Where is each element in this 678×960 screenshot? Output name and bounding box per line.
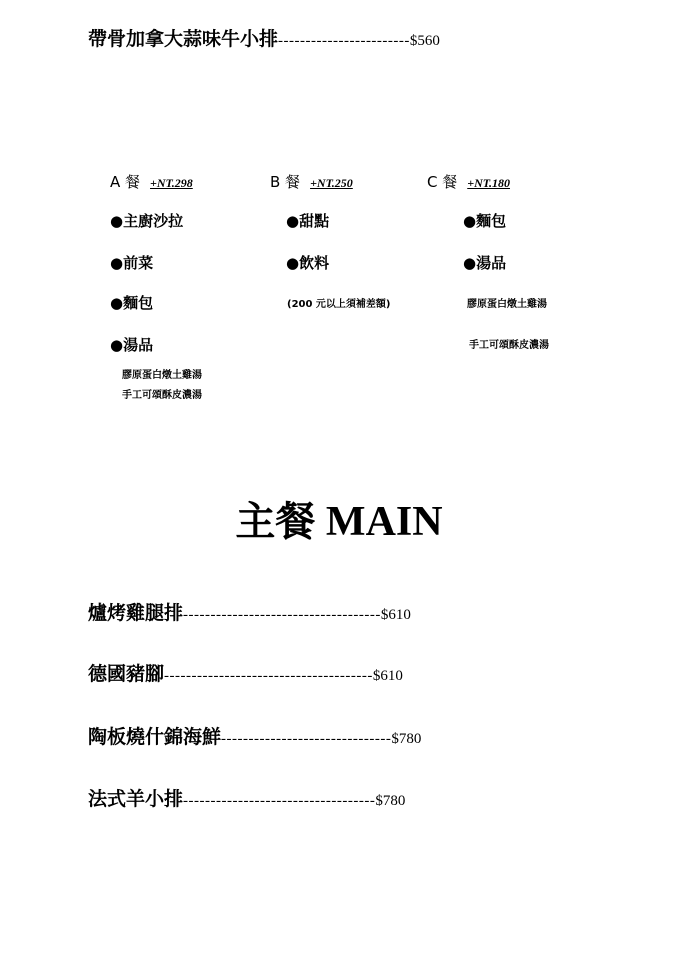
set-a-item-label: 主廚沙拉 (123, 212, 184, 230)
set-c-name: C 餐 (427, 173, 458, 191)
set-a-item-label: 前菜 (123, 254, 154, 272)
dish-row (88, 725, 421, 751)
bullet-icon: ● (463, 212, 477, 230)
dish-name: 法式羊小排 (88, 788, 184, 810)
set-a-item-label: 湯品 (123, 336, 154, 354)
dish-leader-dashes: ------------------------------- (221, 731, 392, 747)
dish-row (88, 662, 403, 688)
set-c-header (427, 172, 510, 193)
set-b-header (270, 172, 353, 193)
dish-leader-dashes: ------------------------------------ (183, 607, 381, 623)
set-c-price: +NT.180 (467, 176, 510, 190)
set-a-item-label: 麵包 (123, 294, 154, 312)
set-c-item (463, 253, 506, 273)
set-b-item (286, 253, 329, 273)
dish-price: $610 (380, 607, 411, 623)
set-b-name: B 餐 (270, 173, 301, 191)
set-a-item (110, 335, 153, 355)
bullet-icon: ● (110, 212, 124, 230)
set-a-item (110, 253, 153, 273)
dish-row (88, 601, 411, 627)
set-c-soup-option: 手工可頌酥皮濃湯 (469, 340, 549, 351)
section-title-en: MAIN (325, 499, 443, 545)
bullet-icon: ● (110, 254, 124, 272)
dish-price: $780 (391, 731, 422, 747)
dish-name: 德國豬腳 (88, 663, 165, 685)
set-b-item-label: 甜點 (299, 212, 330, 230)
set-a-name: A 餐 (110, 173, 141, 191)
dish-leader-dashes: -------------------------------------- (164, 668, 373, 684)
bullet-icon: ● (286, 212, 300, 230)
dish-row-top (88, 27, 440, 53)
set-a-header (110, 172, 193, 193)
set-b-item-label: 飲料 (299, 254, 330, 272)
dish-leader-dashes: ----------------------------------- (183, 793, 376, 809)
dish-name: 陶板燒什錦海鮮 (88, 726, 222, 748)
set-b-price: +NT.250 (310, 176, 353, 190)
bullet-icon: ● (110, 336, 124, 354)
set-a-item (110, 293, 153, 313)
set-c-item (463, 211, 506, 231)
set-b-note: (200 元以上須補差額) (287, 299, 391, 310)
set-c-item-label: 湯品 (476, 254, 507, 272)
dish-price: $780 (375, 793, 406, 809)
bullet-icon: ● (286, 254, 300, 272)
bullet-icon: ● (463, 254, 477, 272)
dish-price: $560 (409, 33, 440, 49)
section-title (0, 497, 678, 547)
dish-name: 帶骨加拿大蒜味牛小排 (88, 28, 279, 50)
dish-price: $610 (372, 668, 403, 684)
set-a-soup-option: 膠原蛋白燉土雞湯 (122, 370, 202, 381)
dish-leader-dashes: ------------------------ (278, 33, 410, 49)
set-a-price: +NT.298 (150, 176, 193, 190)
dish-name: 爐烤雞腿排 (88, 602, 184, 624)
set-b-item (286, 211, 329, 231)
set-a-soup-option: 手工可頌酥皮濃湯 (122, 390, 202, 401)
set-c-item-label: 麵包 (476, 212, 507, 230)
set-a-item (110, 211, 183, 231)
bullet-icon: ● (110, 294, 124, 312)
section-title-zh: 主餐 (235, 499, 316, 545)
dish-row (88, 787, 405, 813)
set-c-soup-option: 膠原蛋白燉土雞湯 (467, 299, 547, 310)
